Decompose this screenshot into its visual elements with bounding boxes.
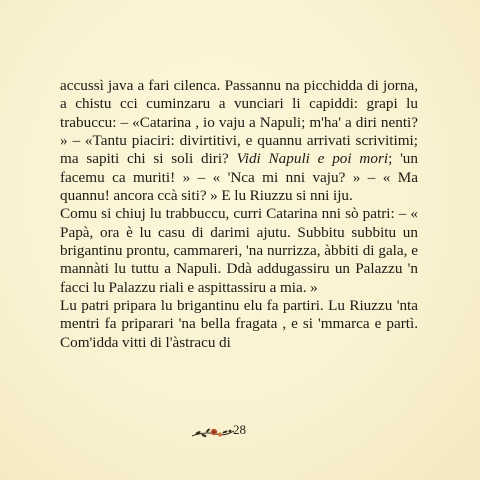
body-text bbox=[60, 77, 418, 352]
text-run: Comu si chiuj lu trabbuccu, curri Catarina nni sò patri: – « Papà, ora è lu casu di darimi ajutu. Subbitu subbitu un brigantinu prontu, cammareri, 'na nurrizza, àbbiti di gala, e mannàti lu tuttu a Napuli. Ddà addugassiru un Palazzu 'n facci lu Palazzu riali e aspittassiru a mia. » bbox=[60, 205, 418, 296]
paragraph bbox=[60, 297, 418, 352]
text-run: Lu patri pripara lu brigantinu elu fa partiri. Lu Riuzzu 'nta mentri fa priparari 'na bella fragata , e si 'mmarca e partì. Com'idda vitti di l'àstracu di bbox=[60, 297, 418, 351]
paragraph bbox=[60, 205, 418, 297]
text-run: accussì java a fari cilenca. Passannu na picchidda di jorna, a chistu cci cuminzaru a vunciari li capiddi: grapi lu trabuccu: – «Catarina , io vaju a Napuli; m'ha' a diri nenti? » – «Tantu piaciri: divirtitivi, e quannu arrivati scrivitimi; ma sapiti chi si soli diri? bbox=[60, 77, 418, 168]
text-run: ; 'un facemu ca muriti! » – « 'Nca mi nni vaju? » – « Ma quannu! ancora ccà siti? » E lu Riuzzu si nni iju. bbox=[60, 150, 418, 205]
italic-phrase: Vidi Napuli e poi mori bbox=[236, 150, 389, 168]
page-number: 28 bbox=[233, 422, 246, 437]
floral-vine-ornament-icon bbox=[190, 422, 236, 440]
page-footer bbox=[0, 414, 480, 444]
paragraph bbox=[60, 77, 418, 205]
